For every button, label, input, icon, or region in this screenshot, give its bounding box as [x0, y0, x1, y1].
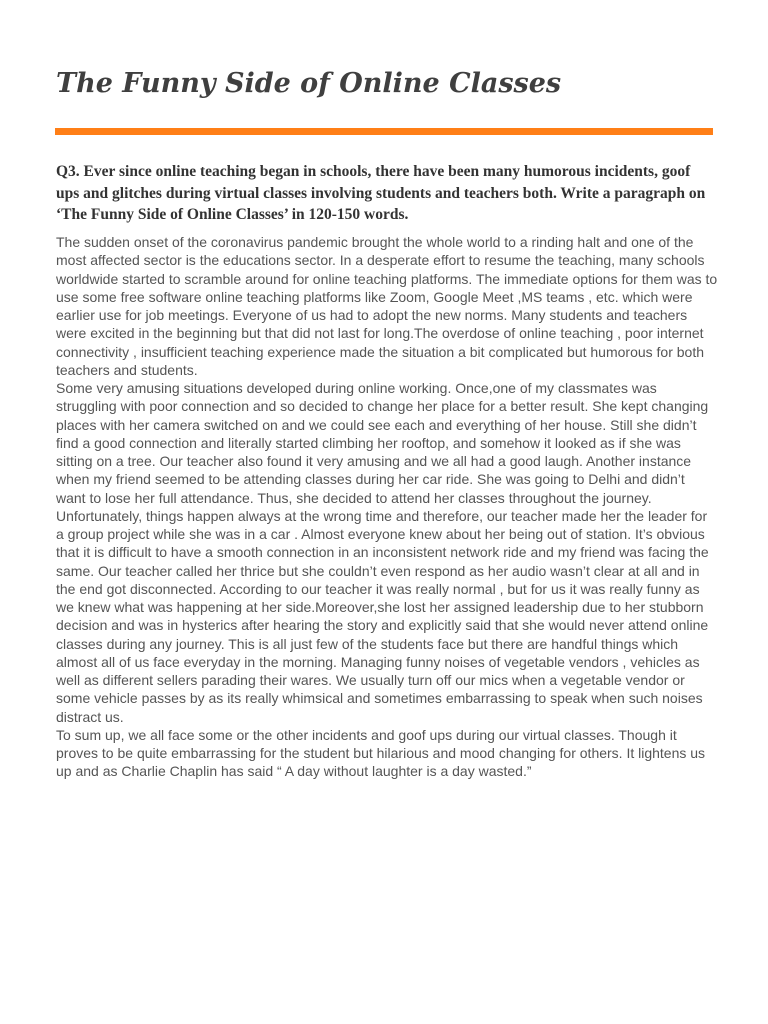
paragraph-incidents: Some very amusing situations developed during online working. Once,one of my classmates was struggling with poor connection and so decided to change her place for a better result. She kept changing places with her camera switched on and we could see each and everything of her house. Still she didn’t find a good connection and literally started climbing her rooftop, and somehow it looked as if she was sitting on a tree. Our teacher also found it very amusing and we all had a good laugh. Another instance when my friend seemed to be attending classes during her car ride. She was going to Delhi and didn’t want to lose her full attendance. Thus, she decided to attend her classes throughout the journey. Unfortunately, things happen always at the wrong time and therefore, our teacher made her the leader for a group project while she was in a car . Almost everyone knew about her being out of station. It’s obvious that it is difficult to have a smooth connection in an inconsistent network ride and my friend was facing the same. Our teacher called her thrice but she couldn’t even respond as her audio wasn’t clear at all and in the end got disconnected. According to our teacher it was really normal , but for us it was really funny as we knew what was happening at her side.Moreover,she lost her assigned leadership due to her stubborn decision and was in hysterics after hearing the story and explicitly said that she would never attend online classes during any journey. This is all just few of the students face but there are handful things which almost all of us face everyday in the morning. Managing funny noises of vegetable vendors , vehicles as well as different sellers parading their wares. We usually turn off our mics when a vegetable vendor or some vehicle passes by as its really whimsical and sometimes embarrassing to speak when such noises distract us.: [56, 380, 709, 725]
page-title: The Funny Side of Online Classes: [56, 68, 562, 99]
title-divider: [55, 128, 713, 135]
question-prompt: Q3. Ever since online teaching began in schools, there have been many humorous incidents, goof ups and glitches during virtual classes involving students and teachers both. Write a paragraph on ‘The Funny Side of Online Classes’ in 120-150 words.: [56, 163, 706, 223]
answer-body: [56, 233, 718, 781]
paragraph-intro: The sudden onset of the coronavirus pandemic brought the whole world to a rinding halt and one of the most affected sector is the educations sector. In a desperate effort to resume the teaching, many schools worldwide started to scramble around for online teaching platforms. The immediate options for them was to use some free software online teaching platforms like Zoom, Google Meet ,MS teams , etc. which were earlier use for job meetings. Everyone of us had to adopt the new norms. Many students and teachers were excited in the beginning but that did not last for long.The overdose of online teaching , poor internet connectivity , insufficient teaching experience made the situation a bit complicated but humorous for both teachers and students.: [56, 234, 718, 378]
paragraph-conclusion: To sum up, we all face some or the other incidents and goof ups during our virtual classes. Though it proves to be quite embarrassing for the student but hilarious and mood changing for others. It lightens us up and as Charlie Chaplin has said “ A day without laughter is a day wasted.”: [56, 726, 706, 780]
